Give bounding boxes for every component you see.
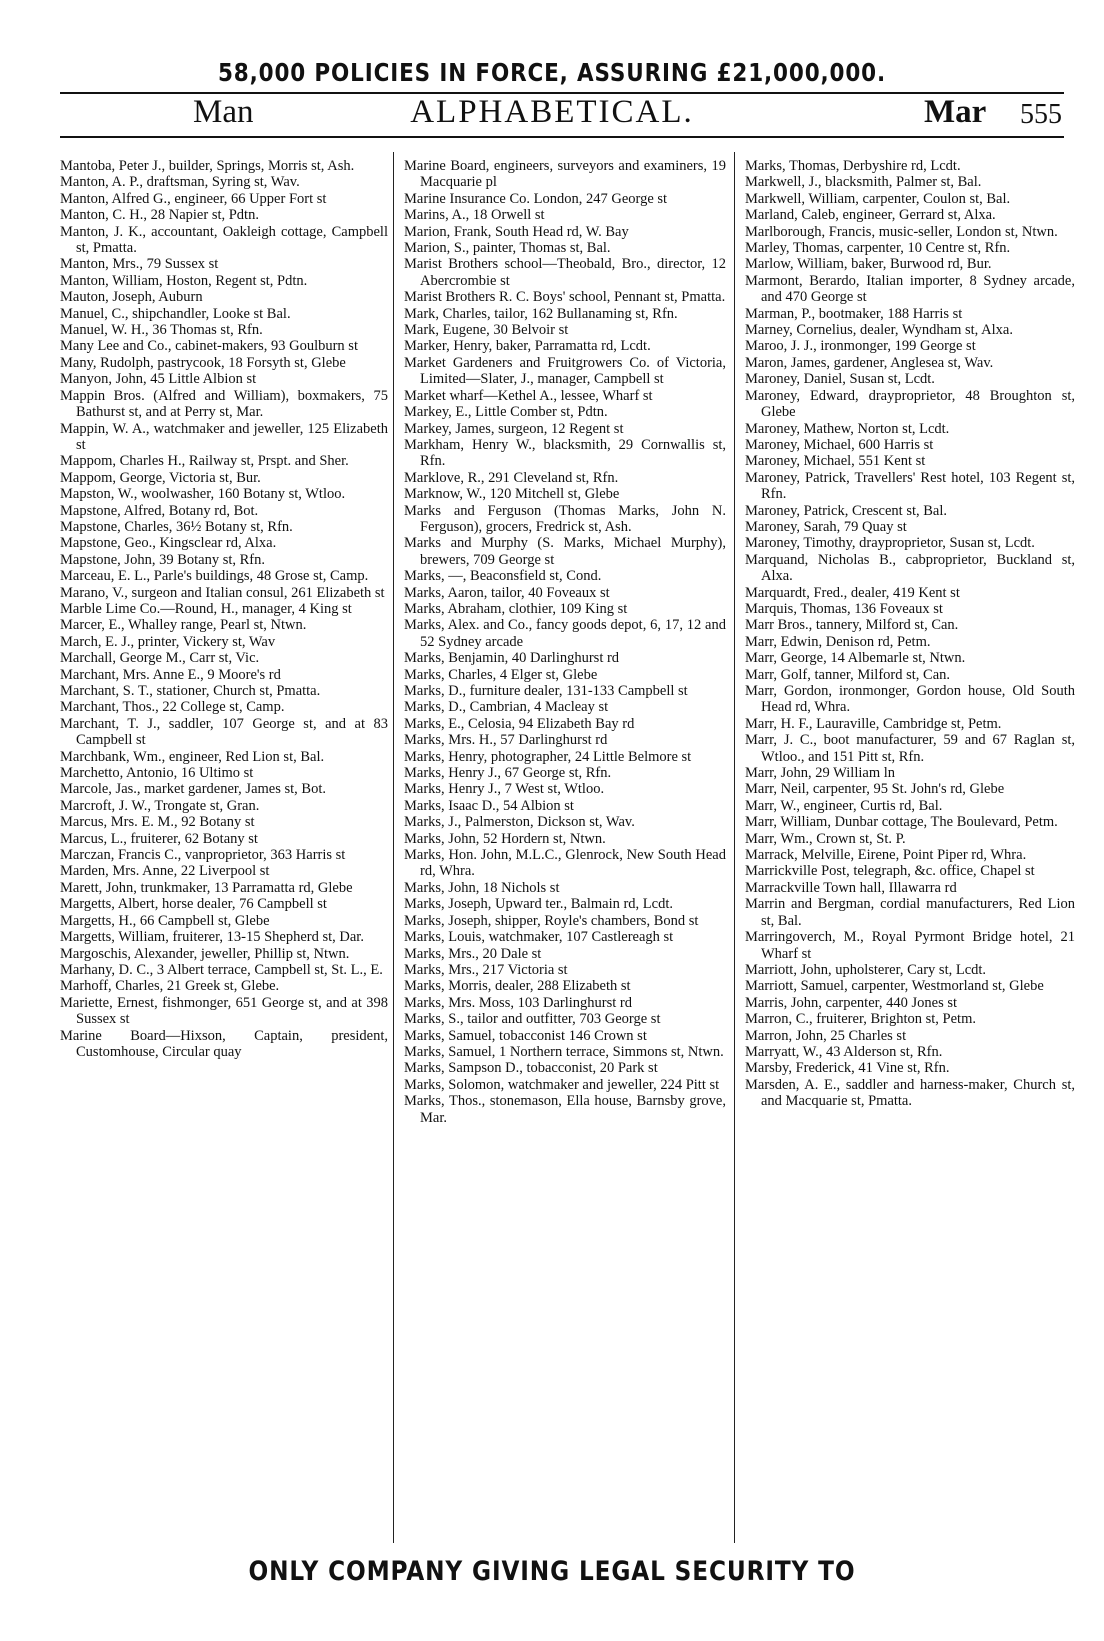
directory-entry: Marczan, Francis C., vanproprietor, 363 Harris st (60, 847, 346, 864)
directory-entry: Marsden, A. E., saddler and harness-maker, Church st, and Macquarie st, Pmatta. (745, 1076, 1075, 1110)
directory-entry: Marks, Morris, dealer, 288 Elizabeth st (404, 978, 631, 995)
directory-entry: Marchbank, Wm., engineer, Red Lion st, Bal. (60, 748, 325, 765)
directory-entry: Marron, John, 25 Charles st (745, 1027, 907, 1044)
directory-entry: Markey, E., Little Comber st, Pdtn. (404, 404, 608, 421)
directory-entry: Marrackville Town hall, Illawarra rd (745, 879, 957, 896)
directory-column-3 (745, 158, 1075, 1110)
directory-entry: Marlborough, Francis, music-seller, London st, Ntwn. (745, 223, 1058, 240)
directory-entry: Marsby, Frederick, 41 Vine st, Rfn. (745, 1060, 950, 1077)
directory-entry: Mapstone, Charles, 36½ Botany st, Rfn. (60, 518, 293, 535)
directory-entry: Marchant, Mrs. Anne E., 9 Moore's rd (60, 666, 281, 683)
directory-entry: Marker, Henry, baker, Parramatta rd, Lcdt. (404, 338, 651, 355)
directory-entry: Mapstone, Geo., Kingsclear rd, Alxa. (60, 535, 277, 552)
directory-entry: Marmont, Berardo, Italian importer, 8 Sydney arcade, and 470 George st (745, 272, 1075, 306)
directory-entry: Marr, Gordon, ironmonger, Gordon house, Old South Head rd, Whra. (745, 683, 1075, 716)
directory-entry: Marks, Benjamin, 40 Darlinghurst rd (404, 650, 620, 667)
directory-entry: Marron, C., fruiterer, Brighton st, Petm. (745, 1011, 976, 1028)
directory-entry: Marks, Louis, watchmaker, 107 Castlereagh st (404, 929, 674, 946)
directory-entry: Marceau, E. L., Parle's buildings, 48 Grose st, Camp. (60, 568, 369, 585)
directory-entry: Markwell, William, carpenter, Coulon st, Bal. (745, 190, 1011, 207)
directory-entry: Mappom, George, Victoria st, Bur. (60, 469, 261, 486)
directory-entry: Mappom, Charles H., Railway st, Prspt. and Sher. (60, 453, 349, 470)
directory-entry: Mark, Charles, tailor, 162 Bullanaming st, Rfn. (404, 305, 678, 322)
directory-entry: Manton, Alfred G., engineer, 66 Upper Fort st (60, 190, 327, 207)
directory-entry: Marine Insurance Co. London, 247 George st (404, 190, 668, 207)
directory-entry: Market Gardeners and Fruitgrowers Co. of Victoria, Limited—Slater, J., manager, Campbell st (404, 354, 726, 388)
directory-entry: Maroney, Timothy, drayproprietor, Susan st, Lcdt. (745, 535, 1035, 552)
header-title: ALPHABETICAL. (410, 94, 694, 130)
directory-entry: Marr, J. C., boot manufacturer, 59 and 67 Raglan st, Wtloo., and 151 Pitt st, Rfn. (745, 732, 1075, 765)
directory-entry: Marks, S., tailor and outfitter, 703 George st (404, 1011, 661, 1028)
directory-entry: Marks, Charles, 4 Elger st, Glebe (404, 666, 598, 683)
footer-slogan: ONLY COMPANY GIVING LEGAL SECURITY TO (248, 1556, 856, 1587)
directory-entry: Mauton, Joseph, Auburn (60, 289, 203, 306)
directory-entry: Marks, —, Beaconsfield st, Cond. (404, 568, 602, 585)
directory-entry: Marine Board, engineers, surveyors and examiners, 19 Macquarie pl (404, 158, 726, 191)
directory-entry: Marr Bros., tannery, Milford st, Can. (745, 617, 959, 634)
directory-entry: Marks, Sampson D., tobacconist, 20 Park st (404, 1060, 658, 1077)
directory-entry: Mapstone, Alfred, Botany rd, Bot. (60, 502, 259, 519)
directory-entry: Marr, W., engineer, Curtis rd, Bal. (745, 797, 943, 814)
directory-entry: Manton, J. K., accountant, Oakleigh cottage, Campbell st, Pmatta. (60, 223, 388, 257)
directory-entry: Maroney, Michael, 551 Kent st (745, 453, 926, 470)
directory-entry: Marks, Mrs. Moss, 103 Darlinghurst rd (404, 994, 632, 1011)
directory-entry: Marion, Frank, South Head rd, W. Bay (404, 223, 629, 240)
directory-entry: Maroney, Patrick, Crescent st, Bal. (745, 502, 948, 519)
page-number: 555 (1020, 99, 1062, 130)
directory-entry: Margetts, William, fruiterer, 13-15 Shepherd st, Dar. (60, 929, 364, 946)
directory-entry: Marks, Joseph, shipper, Royle's chambers, Bond st (404, 912, 699, 929)
directory-entry: Marks, Mrs. H., 57 Darlinghurst rd (404, 732, 608, 749)
directory-entry: Marchant, S. T., stationer, Church st, Pmatta. (60, 683, 321, 699)
directory-entry: Marine Board—Hixson, Captain, president, Customhouse, Circular quay (60, 1027, 388, 1060)
column-divider-1 (393, 152, 394, 1543)
directory-entry: Marks, Hon. John, M.L.C., Glenrock, New South Head rd, Whra. (404, 847, 726, 880)
directory-entry: Marcole, Jas., market gardener, James st, Bot. (60, 781, 326, 798)
directory-column-2 (404, 158, 726, 1126)
directory-entry: Marks, Mrs., 20 Dale st (404, 945, 542, 962)
directory-entry: Marden, Mrs. Anne, 22 Liverpool st (60, 863, 270, 880)
directory-entry: Marriott, John, upholsterer, Cary st, Lcdt. (745, 961, 987, 978)
directory-entry: Mantoba, Peter J., builder, Springs, Morris st, Ash. (60, 158, 355, 174)
directory-entry: Marist Brothers R. C. Boys' school, Pennant st, Pmatta. (404, 289, 726, 306)
directory-entry: Many, Rudolph, pastrycook, 18 Forsyth st, Glebe (60, 354, 346, 371)
directory-entry: Marks, Samuel, 1 Northern terrace, Simmons st, Ntwn. (404, 1043, 724, 1060)
directory-entry: Marley, Thomas, carpenter, 10 Centre st, Rfn. (745, 240, 1011, 257)
directory-entry: Marhany, D. C., 3 Albert terrace, Campbell st, St. L., E. (60, 961, 383, 978)
directory-entry: Manton, Mrs., 79 Sussex st (60, 256, 219, 273)
directory-entry: Marks, John, 18 Nichols st (404, 879, 560, 896)
directory-entry: Marchant, T. J., saddler, 107 George st, and at 83 Campbell st (60, 715, 388, 749)
directory-entry: Marr, H. F., Lauraville, Cambridge st, Petm. (745, 715, 1002, 732)
directory-entry: Marins, A., 18 Orwell st (404, 207, 545, 224)
directory-entry: Marchetto, Antonio, 16 Ultimo st (60, 765, 254, 782)
directory-entry: Marks, D., furniture dealer, 131-133 Campbell st (404, 683, 688, 699)
directory-entry: Marr, Edwin, Denison rd, Petm. (745, 633, 931, 650)
directory-entry: Marr, Golf, tanner, Milford st, Can. (745, 666, 951, 683)
directory-entry: Maroo, J. J., ironmonger, 199 George st (745, 338, 976, 355)
directory-entry: Marklove, R., 291 Cleveland st, Rfn. (404, 469, 619, 486)
header-left-catchword: Man (193, 94, 254, 130)
directory-entry: Mariette, Ernest, fishmonger, 651 George st, and at 398 Sussex st (60, 994, 388, 1028)
directory-entry: Manton, C. H., 28 Napier st, Pdtn. (60, 207, 259, 224)
directory-entry: Marks, Solomon, watchmaker and jeweller, 224 Pitt st (404, 1076, 720, 1093)
directory-entry: Marknow, W., 120 Mitchell st, Glebe (404, 486, 620, 503)
directory-entry: Marks, Thos., stonemason, Ella house, Barnsby grove, Mar. (404, 1093, 726, 1126)
directory-entry: Maron, James, gardener, Anglesea st, Wav. (745, 354, 994, 371)
directory-entry: Maroney, Sarah, 79 Quay st (745, 518, 907, 535)
directory-entry: Marr, Wm., Crown st, St. P. (745, 830, 906, 847)
directory-entry: Maroney, Michael, 600 Harris st (745, 436, 934, 453)
directory-entry: Marrin and Bergman, cordial manufacturers, Red Lion st, Bal. (745, 896, 1075, 929)
directory-entry: Margetts, Albert, horse dealer, 76 Campbell st (60, 896, 327, 913)
directory-entry: Markwell, J., blacksmith, Palmer st, Bal. (745, 174, 982, 191)
directory-entry: Maroney, Patrick, Travellers' Rest hotel, 103 Regent st, Rfn. (745, 469, 1075, 503)
directory-entry: Marriott, Samuel, carpenter, Westmorland st, Glebe (745, 978, 1044, 995)
directory-entry: Marks, Henry J., 7 West st, Wtloo. (404, 781, 605, 798)
directory-entry: Marr, George, 14 Albemarle st, Ntwn. (745, 650, 966, 667)
directory-entry: Margetts, H., 66 Campbell st, Glebe (60, 912, 270, 929)
directory-entry: Marks and Ferguson (Thomas Marks, John N. Ferguson), grocers, Fredrick st, Ash. (404, 502, 726, 535)
header-right-catchword: Mar (924, 94, 987, 130)
directory-entry: Marlow, William, baker, Burwood rd, Bur. (745, 256, 992, 273)
directory-entry: March, E. J., printer, Vickery st, Wav (60, 633, 276, 650)
directory-entry: Marks, Joseph, Upward ter., Balmain rd, Lcdt. (404, 896, 674, 913)
directory-entry: Mappin, W. A., watchmaker and jeweller, 125 Elizabeth st (60, 420, 388, 453)
directory-entry: Marcer, E., Whalley range, Pearl st, Ntwn. (60, 617, 307, 634)
directory-entry: Marcus, Mrs. E. M., 92 Botany st (60, 814, 255, 831)
directory-entry: Marchant, Thos., 22 College st, Camp. (60, 699, 285, 716)
directory-entry: Marks, Samuel, tobacconist 146 Crown st (404, 1027, 647, 1044)
directory-entry: Marquardt, Fred., dealer, 419 Kent st (745, 584, 960, 601)
directory-entry: Marks, D., Cambrian, 4 Macleay st (404, 699, 609, 716)
directory-entry: Mapstone, John, 39 Botany st, Rfn. (60, 551, 266, 568)
directory-entry: Marano, V., surgeon and Italian consul, 261 Elizabeth st (60, 584, 385, 601)
directory-entry: Manton, William, Hoston, Regent st, Pdtn. (60, 272, 308, 289)
directory-entry: Marr, William, Dunbar cottage, The Boulevard, Petm. (745, 814, 1058, 831)
directory-entry: Marland, Caleb, engineer, Gerrard st, Alxa. (745, 207, 996, 224)
directory-entry: Marman, P., bootmaker, 188 Harris st (745, 305, 963, 322)
directory-entry: Marion, S., painter, Thomas st, Bal. (404, 240, 611, 257)
directory-entry: Marquis, Thomas, 136 Foveaux st (745, 600, 943, 617)
header-bottom-rule (60, 136, 1064, 138)
directory-entry: Marett, John, trunkmaker, 13 Parramatta rd, Glebe (60, 879, 353, 896)
directory-entry: Marrack, Melville, Eirene, Point Piper rd, Whra. (745, 847, 1027, 864)
directory-entry: Marr, Neil, carpenter, 95 St. John's rd, Glebe (745, 781, 1005, 798)
directory-entry: Marks, Henry J., 67 George st, Rfn. (404, 765, 612, 782)
directory-entry: Marks, Thomas, Derbyshire rd, Lcdt. (745, 158, 961, 174)
directory-entry: Marks, Aaron, tailor, 40 Foveaux st (404, 584, 610, 601)
directory-entry: Maroney, Mathew, Norton st, Lcdt. (745, 420, 950, 437)
directory-entry: Margoschis, Alexander, jeweller, Phillip st, Ntwn. (60, 945, 350, 962)
directory-entry: Marks, John, 52 Hordern st, Ntwn. (404, 830, 606, 847)
directory-entry: Mapston, W., woolwasher, 160 Botany st, Wtloo. (60, 486, 346, 503)
directory-entry: Marhoff, Charles, 21 Greek st, Glebe. (60, 978, 280, 995)
directory-entry: Manton, A. P., draftsman, Syring st, Wav. (60, 174, 300, 191)
directory-entry: Marris, John, carpenter, 440 Jones st (745, 994, 958, 1011)
directory-entry: Many Lee and Co., cabinet-makers, 93 Goulburn st (60, 338, 358, 355)
directory-entry: Manuel, C., shipchandler, Looke st Bal. (60, 305, 291, 322)
directory-entry: Marks, Abraham, clothier, 109 King st (404, 600, 628, 617)
directory-entry: Markey, James, surgeon, 12 Regent st (404, 420, 624, 437)
directory-column-1 (60, 158, 388, 1060)
directory-entry: Markham, Henry W., blacksmith, 29 Cornwallis st, Rfn. (404, 436, 726, 470)
directory-entry: Marks, Alex. and Co., fancy goods depot, 6, 17, 12 and 52 Sydney arcade (404, 617, 726, 650)
directory-entry: Marringoverch, M., Royal Pyrmont Bridge hotel, 21 Wharf st (745, 929, 1075, 962)
directory-entry: Marks, Isaac D., 54 Albion st (404, 797, 574, 814)
column-divider-2 (734, 152, 735, 1543)
insurance-banner: 58,000 POLICIES IN FORCE, ASSURING £21,000,000. (217, 58, 887, 87)
directory-entry: Marryatt, W., 43 Alderson st, Rfn. (745, 1043, 943, 1060)
directory-entry: Market wharf—Kethel A., lessee, Wharf st (404, 387, 653, 404)
directory-entry: Manyon, John, 45 Little Albion st (60, 371, 257, 388)
directory-entry: Marrickville Post, telegraph, &c. office, Chapel st (745, 863, 1035, 880)
directory-entry: Manuel, W. H., 36 Thomas st, Rfn. (60, 322, 263, 339)
directory-entry: Mark, Eugene, 30 Belvoir st (404, 322, 569, 339)
directory-entry: Marcus, L., fruiterer, 62 Botany st (60, 830, 258, 847)
directory-entry: Marks, Henry, photographer, 24 Little Belmore st (404, 748, 692, 765)
directory-entry: Mappin Bros. (Alfred and William), boxmakers, 75 Bathurst st, and at Perry st, Mar. (60, 387, 388, 421)
directory-entry: Marist Brothers school—Theobald, Bro., director, 12 Abercrombie st (404, 256, 726, 289)
directory-entry: Marks and Murphy (S. Marks, Michael Murphy), brewers, 709 George st (404, 535, 726, 568)
directory-entry: Marks, E., Celosia, 94 Elizabeth Bay rd (404, 715, 635, 732)
directory-entry: Marquand, Nicholas B., cabproprietor, Buckland st, Alxa. (745, 551, 1075, 585)
directory-entry: Marney, Cornelius, dealer, Wyndham st, Alxa. (745, 322, 1013, 339)
directory-entry: Marcroft, J. W., Trongate st, Gran. (60, 797, 260, 814)
directory-entry: Marble Lime Co.—Round, H., manager, 4 King st (60, 600, 352, 617)
directory-entry: Marks, J., Palmerston, Dickson st, Wav. (404, 814, 635, 831)
directory-entry: Maroney, Edward, drayproprietor, 48 Broughton st, Glebe (745, 387, 1075, 421)
directory-entry: Marr, John, 29 William ln (745, 765, 895, 782)
directory-entry: Maroney, Daniel, Susan st, Lcdt. (745, 371, 935, 388)
directory-entry: Marchall, George M., Carr st, Vic. (60, 650, 260, 667)
directory-entry: Marks, Mrs., 217 Victoria st (404, 961, 568, 978)
